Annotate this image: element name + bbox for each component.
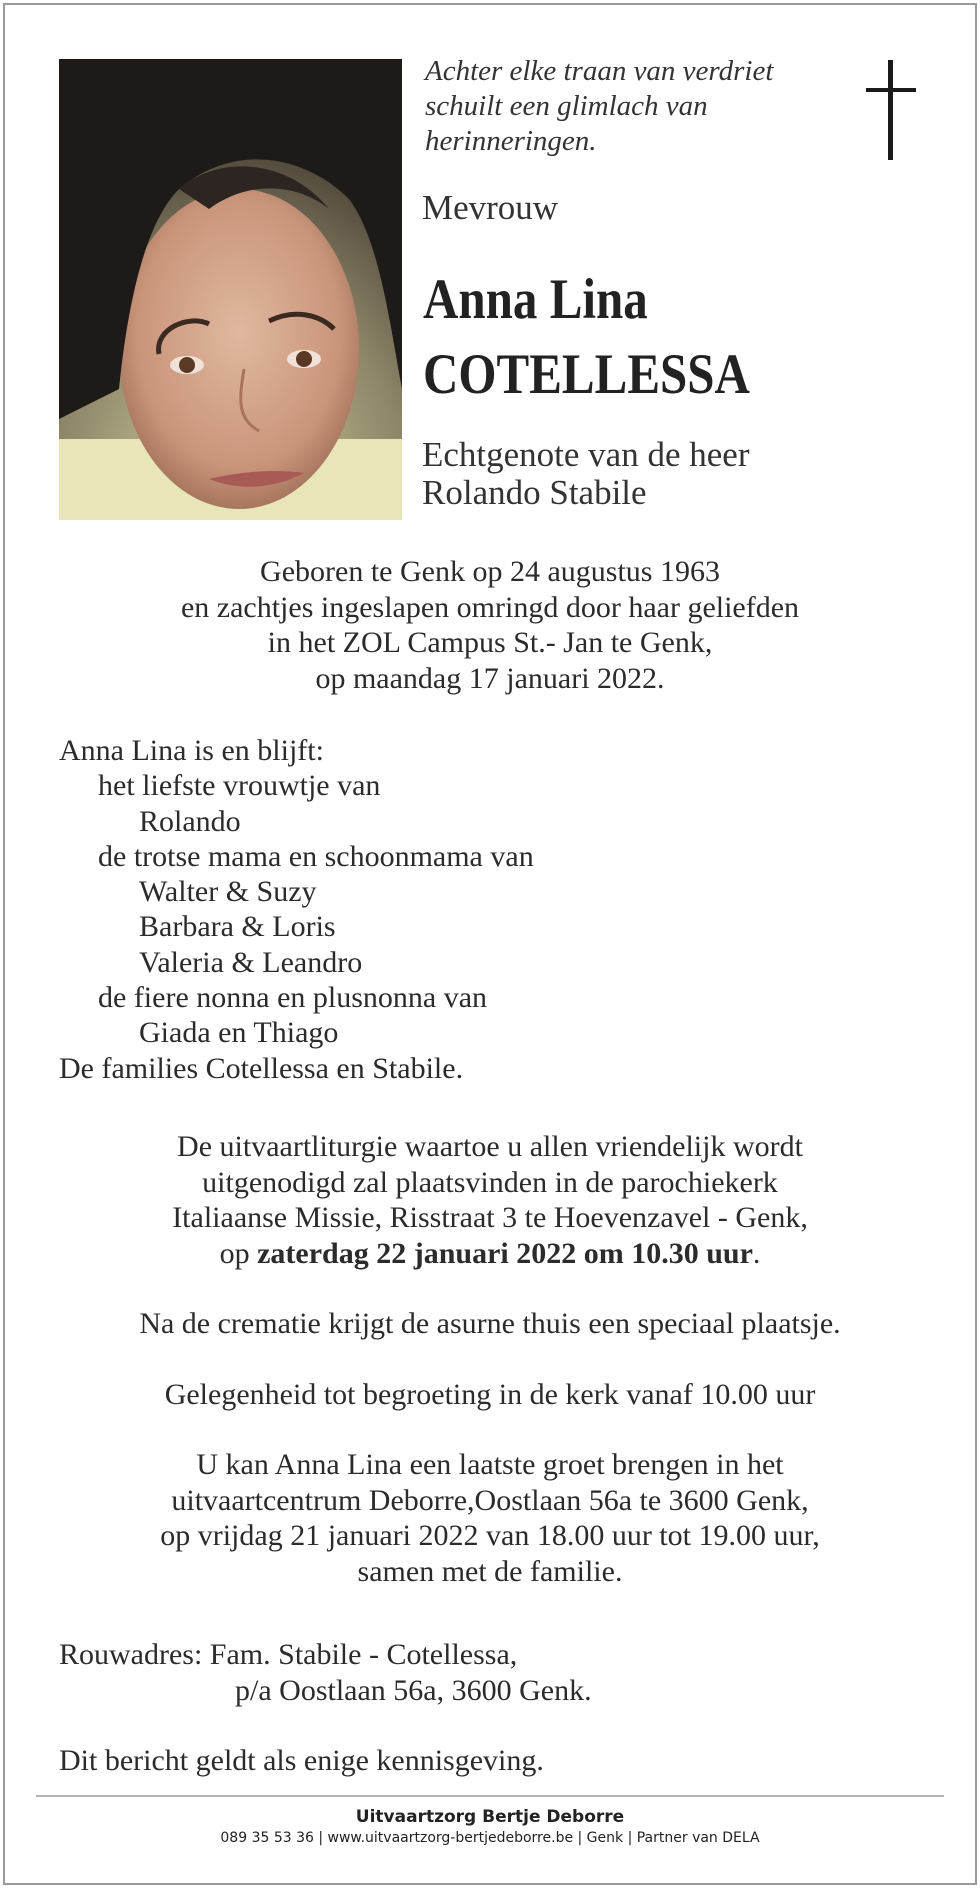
cremation-note [0, 1306, 980, 1342]
memorial-quote [425, 54, 845, 159]
liturgy-date-bold: zaterdag 22 januari 2022 om 10.30 uur [257, 1236, 753, 1270]
family-member: Giada en Thiago [139, 1016, 339, 1050]
family-relation: de trotse mama en schoonmama van [98, 839, 534, 873]
salutation: Mevrouw [422, 188, 559, 227]
last-name: COTELLESSA [423, 343, 750, 406]
first-name: Anna Lina [423, 268, 648, 331]
birth-line: Geboren te Genk op 24 augustus 1963 [260, 555, 720, 588]
cross-icon [862, 60, 922, 160]
family-list [59, 733, 534, 1086]
birth-line: in het ZOL Campus St.- Jan te Genk, [267, 626, 713, 659]
liturgy-date [0, 1236, 980, 1272]
liturgy-line: Italiaanse Missie, Risstraat 3 te Hoevenzavel - Genk, [172, 1201, 808, 1234]
family-closing: De families Cotellessa en Stabile. [59, 1051, 464, 1085]
family-member: Barbara & Loris [139, 910, 336, 944]
quote-line: Achter elke traan van verdriet [425, 55, 774, 87]
farewell-line: samen met de familie. [357, 1554, 623, 1588]
portrait-photo [59, 59, 402, 520]
spouse-line: Echtgenote van de heer [422, 435, 750, 474]
farewell-info [0, 1447, 980, 1589]
address-line: Rouwadres: Fam. Stabile - Cotellessa, [59, 1638, 518, 1671]
quote-line: schuilt een glimlach van [425, 90, 708, 122]
greeting-note [0, 1377, 980, 1413]
footer [0, 1806, 980, 1848]
birth-line: op maandag 17 januari 2022. [315, 661, 665, 695]
birth-death-info [0, 554, 980, 696]
family-intro: Anna Lina is en blijft: [59, 734, 324, 767]
birth-line: en zachtjes ingeslapen omringd door haar geliefden [180, 590, 800, 624]
footer-divider [36, 1795, 944, 1797]
mourning-address [59, 1637, 592, 1708]
family-member: Valeria & Leandro [139, 945, 363, 979]
liturgy-date-prefix: op [219, 1236, 258, 1270]
cremation-text: Na de crematie krijgt de asurne thuis een speciaal plaatsje. [139, 1307, 841, 1340]
farewell-line: op vrijdag 21 januari 2022 van 18.00 uur tot 19.00 uur, [160, 1519, 820, 1552]
spouse-line: Rolando Stabile [422, 473, 647, 512]
notice-text: Dit bericht geldt als enige kennisgeving. [59, 1744, 544, 1777]
address-line: p/a Oostlaan 56a, 3600 Genk. [235, 1673, 592, 1707]
greeting-text: Gelegenheid tot begroeting in de kerk vanaf 10.00 uur [164, 1378, 816, 1411]
spouse-info [422, 436, 749, 512]
family-relation: de fiere nonna en plusnonna van [98, 981, 488, 1015]
family-member: Rolando [139, 804, 241, 838]
family-relation: het liefste vrouwtje van [98, 769, 381, 803]
funeral-home-name: Uitvaartzorg Bertje Deborre [355, 1807, 625, 1827]
quote-line: herinneringen. [425, 125, 597, 157]
family-member: Walter & Suzy [139, 875, 317, 909]
liturgy-line: De uitvaartliturgie waartoe u allen vriendelijk wordt [177, 1130, 803, 1163]
liturgy-line: uitgenodigd zal plaatsvinden in de parochiekerk [202, 1165, 778, 1199]
liturgy-date-suffix: . [752, 1236, 761, 1270]
farewell-line: U kan Anna Lina een laatste groet brengen in het [196, 1448, 784, 1481]
deceased-name [423, 262, 750, 412]
funeral-home-info: 089 35 53 36 | www.uitvaartzorg-bertjedeborre.be | Genk | Partner van DELA [220, 1830, 760, 1846]
liturgy-info [0, 1129, 980, 1271]
farewell-line: uitvaartcentrum Deborre,Oostlaan 56a te 3600 Genk, [171, 1483, 809, 1517]
